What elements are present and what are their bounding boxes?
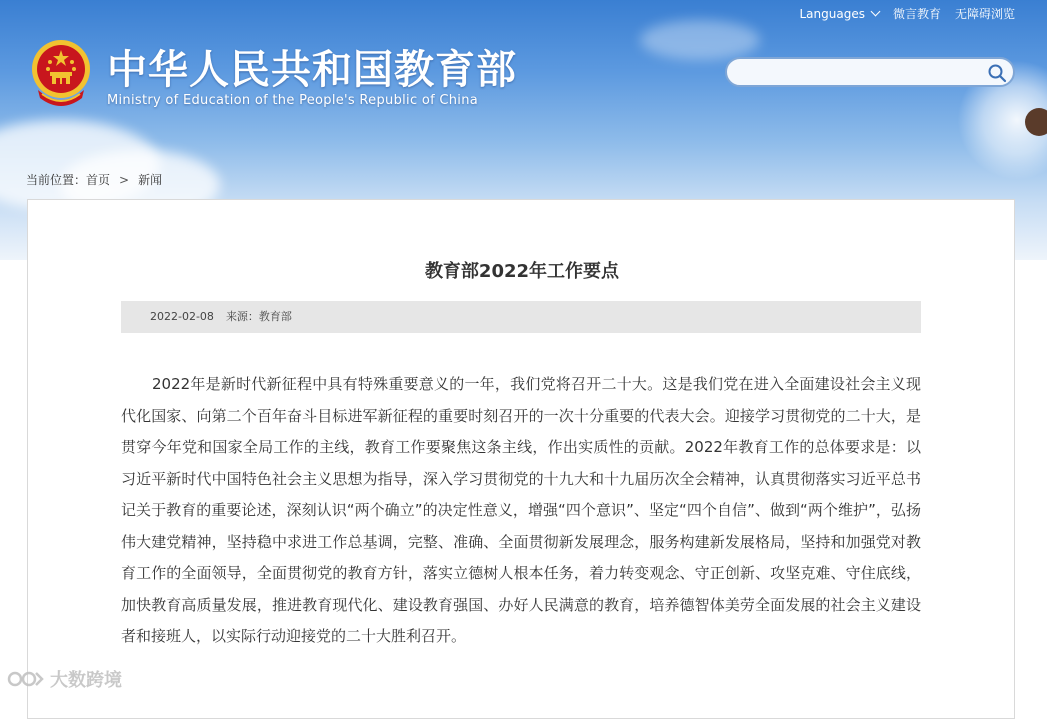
watermark-logo-icon — [6, 668, 46, 690]
breadcrumb-current[interactable]: 新闻 — [138, 173, 163, 187]
site-title[interactable]: 中华人民共和国教育部 — [107, 47, 517, 93]
accessibility-link[interactable]: 无障碍浏览 — [954, 7, 1015, 21]
article-title: 教育部2022年工作要点 — [424, 261, 620, 282]
breadcrumb-label: 当前位置： — [26, 173, 87, 187]
article-source: 来源：教育部 — [225, 310, 292, 323]
search-icon[interactable] — [987, 63, 1007, 83]
languages-menu[interactable] — [799, 5, 878, 22]
cloud-decoration — [640, 20, 760, 60]
breadcrumb-separator: > — [119, 173, 130, 187]
languages-label: Languages — [799, 6, 865, 21]
site-subtitle: Ministry of Education of the People's Republic of China — [107, 93, 479, 108]
article-container — [27, 199, 1015, 719]
national-emblem-icon — [30, 38, 92, 110]
watermark — [6, 666, 122, 692]
chevron-down-icon — [871, 7, 881, 17]
top-links — [799, 5, 1015, 22]
breadcrumb — [26, 171, 162, 188]
article-body: 2022年是新时代新征程中具有特殊重要意义的一年，我们党将召开二十大。这是我们党在进入全面建设社会主义现代化国家、向第二个百年奋斗目标进军新征程的重要时刻召开的一次十分重要的代表大会。迎接学习贯彻党的二十大，是贯穿今年党和国家全局工作的主线，教育工作要聚焦这条主线，作出实质性的贡献。2022年教育工作的总体要求是：以习近平新时代中国特色社会主义思想为指导，深入学习贯彻党的十九大和十九届历次全会精神，认真贯彻落实习近平总书记关于教育的重要论述，深刻认识“两个确立”的决定性意义，增强“四个意识”、坚定“四个自信”、做到“两个维护”，弘扬伟大建党精神，坚持稳中求进工作总基调，完整、准确、全面贯彻新发展理念，服务构建新发展格局，坚持和加强党对教育工作的全面领导，全面贯彻党的教育方针，落实立德树人根本任务，着力转变观念、守正创新、攻坚克难、守住底线，加快教育高质量发展，推进教育现代化、建设教育强国、办好人民满意的教育，培养德智体美劳全面发展的社会主义建设者和接班人，以实际行动迎接党的二十大胜利召开。 — [121, 375, 921, 645]
search-input[interactable] — [737, 62, 981, 84]
search-box — [725, 57, 1015, 87]
weibo-link[interactable]: 微言教育 — [892, 7, 941, 21]
breadcrumb-home-link[interactable]: 首页 — [86, 173, 111, 187]
article-date: 2022-02-08 — [150, 310, 214, 323]
article-meta-bar — [121, 301, 921, 333]
dandelion-core-decoration — [1025, 108, 1047, 136]
watermark-text: 大数跨境 — [50, 670, 122, 691]
